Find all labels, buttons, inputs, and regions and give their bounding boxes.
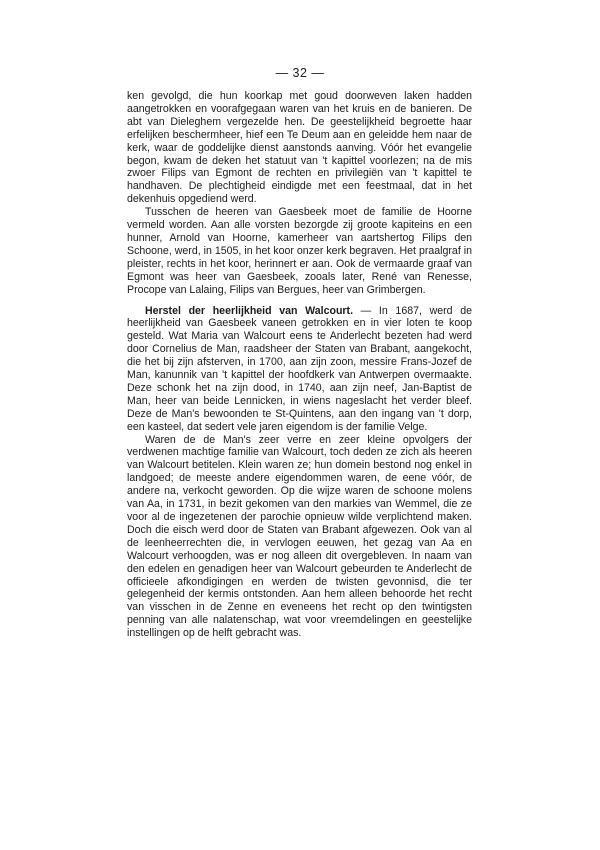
- paragraph-1-text: ken gevolgd, die hun koorkap met goud doorweven laken hadden aangetrokken en voorafgegaan waren van het kruis en de banieren. De abt van Dieleghem vergezelde hen. De geestelijkheid begroette haar erfelijken beschermheer, hief een Te Deum aan en geleidde hem naar de kerk, waar de goddelijke dienst aanstonds aanving. Vóór het evangelie begon, kwam de deken het statuut van 't kapittel voorlezen; na de mis zwoer Filips van Egmont de rechten en privilegiën van 't kapittel te handhaven. De plechtigheid eindigde met een feestmaal, dat in het dekenhuis opgediend werd.: [127, 90, 472, 206]
- paragraph-2: [127, 206, 472, 296]
- page-number: — 32 —: [275, 66, 325, 80]
- paragraph-1: [127, 90, 472, 206]
- section-heading: Herstel der heerlijkheid van Walcourt.: [145, 304, 354, 317]
- paragraph-3: [127, 305, 472, 434]
- paragraph-4: [127, 434, 472, 641]
- paragraph-3-text: — In 1687, werd de heerlijkheid van Gaesbeek vaneen getrokken en in vier loten te koop gesteld. Wat Maria van Walcourt eens te Anderlecht bezeten had werd door Cornelius de Man, raadsheer der Staten van Brabant, aangekocht, die het bij zijn afsterven, in 1700, aan zijn zoon, messire Frans-Jozef de Man, kanunnik van 't kapittel der hoofdkerk van Antwerpen overmaakte. Deze schonk het na zijn dood, in 1740, aan zijn neef, Jan-Baptist de Man, heer van beide Lennicken, in wiens nageslacht het verder bleef. Deze de Man's bewoonden te St-Quintens, aan den ingang van 't dorp, een kasteel, dat sedert vele jaren eigendom is der familie Velge.: [127, 304, 472, 433]
- body-text: [127, 90, 472, 640]
- paragraph-2-text: Tusschen de heeren van Gaesbeek moet de familie de Hoorne vermeld worden. Aan alle vorsten bezorgde zij groote kapiteins en een hunner, Arnold van Hoorne, kamerheer van aartshertog Filips den Schoone, werd, in 1505, in het koor onzer kerk begraven. Het praalgraf in pleister, rechts in het koor, herinnert er aan. Ook de vermaarde graaf van Egmont was heer van Gaesbeek, zooals later, René van Renesse, Procope van Lalaing, Filips van Bergues, heer van Grimbergen.: [127, 206, 472, 296]
- paragraph-4-text: Waren de de Man's zeer verre en zeer kleine opvolgers der verdwenen machtige familie van Walcourt, toch deden ze zich als heeren van Walcourt betitelen. Klein waren ze; hun domein bestond nog enkel in landgoed; de meeste andere eigendommen waren, de eene vóór, de andere na, verkocht geworden. Op die wijze waren de schoone molens van Aa, in 1731, in bezit gekomen van den markies van Wemmel, die ze voor al de ingezetenen der parochie opnieuw wilde verplichtend maken. Doch die eisch werd door de Staten van Brabant afgewezen. Ook van al de leenheerrechten die, in vervlogen eeuwen, het gezag van Aa en Walcourt verhoogden, was er nog alleen dit overgebleven. In naam van den edelen en genadigen heer van Walcourt gebeurden te Anderlecht de officieele afkondigingen en werden de twisten gevonnisd, die ter gelegenheid der kermis ontstonden. Aan hem alleen behoorde het recht van visschen in de Zenne en eveneens het recht op den twintigsten penning van alle nalatenschap, wat voor vreemdelingen en geestelijke instellingen op de helft gebracht was.: [127, 433, 472, 640]
